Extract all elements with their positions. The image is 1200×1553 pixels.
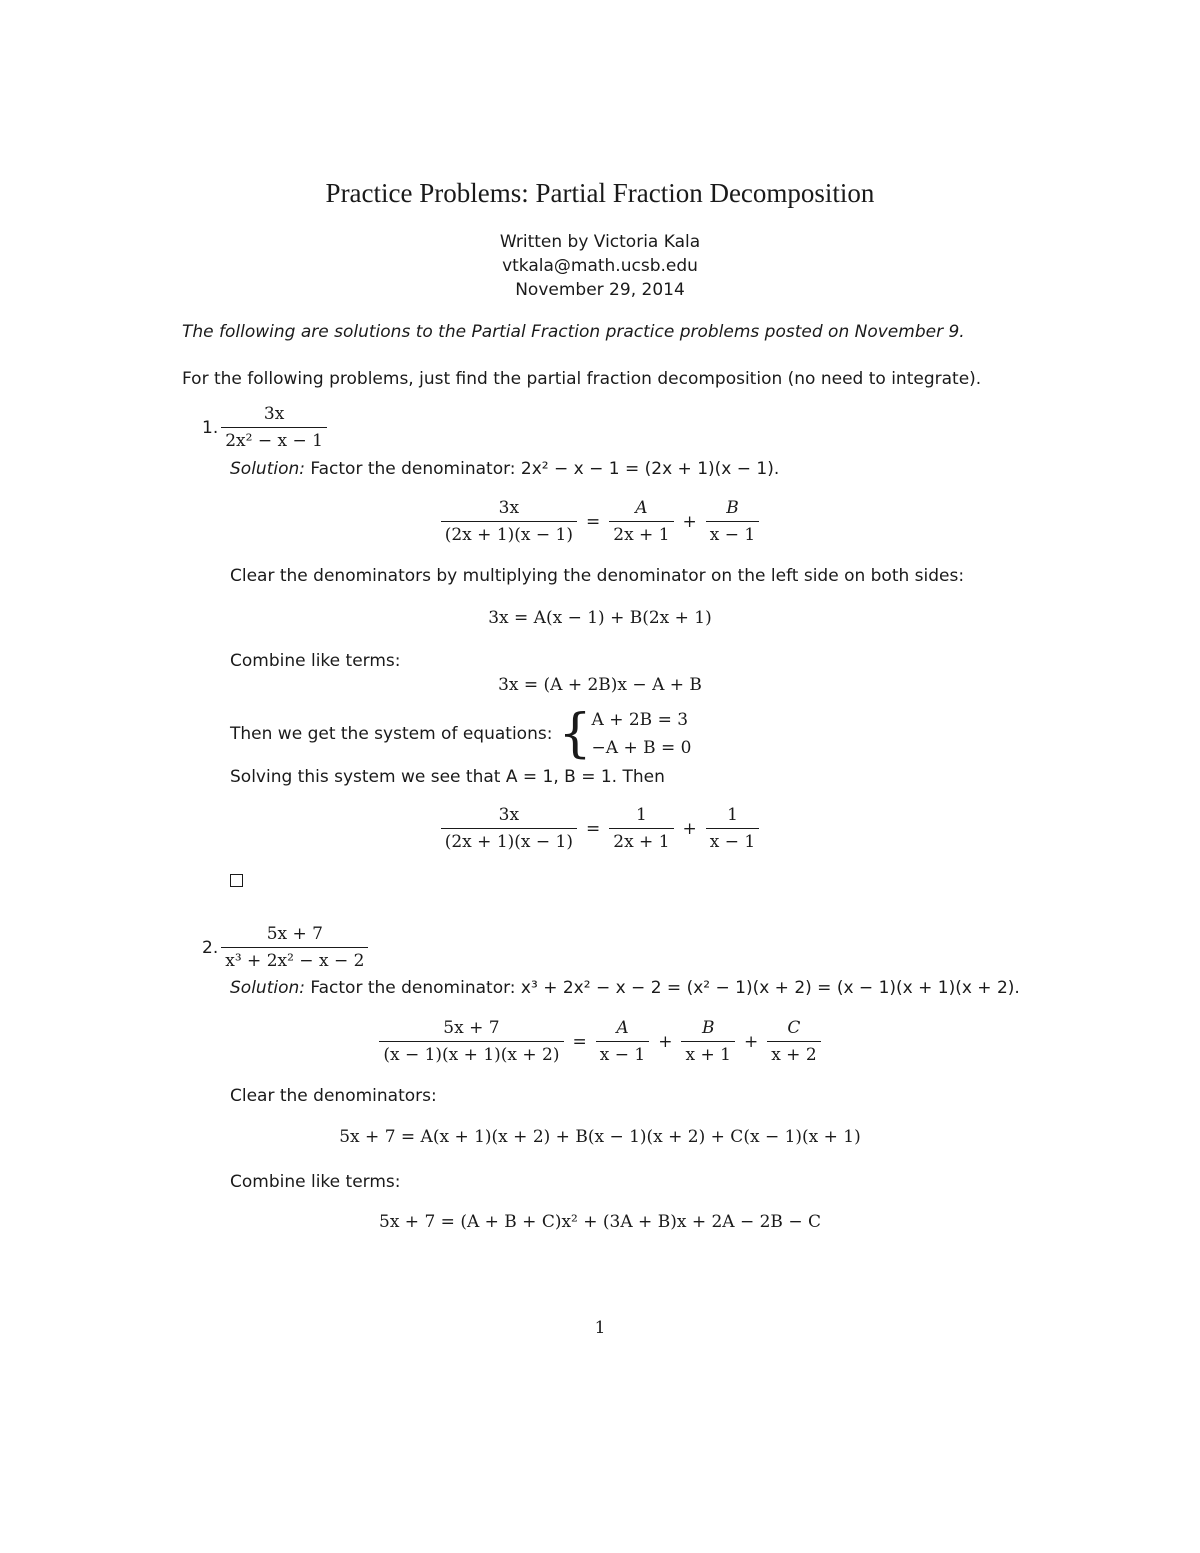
plus-sign: + (682, 818, 697, 839)
term-3-denominator: x + 2 (767, 1041, 820, 1065)
page-title: Practice Problems: Partial Fraction Decomposition (325, 178, 875, 208)
problem-1-numerator: 3x (263, 404, 285, 424)
lhs-numerator: 3x (498, 805, 520, 825)
qed-square-icon (230, 874, 243, 887)
document-date: November 29, 2014 (515, 280, 685, 300)
problem-2-clear-text: Clear the denominators: (230, 1086, 437, 1106)
lhs-numerator: 5x + 7 (443, 1018, 500, 1038)
term-2-denominator: x − 1 (706, 828, 759, 852)
problem-2-equation-1 (0, 1018, 1200, 1065)
problem-2-equation-3: 5x + 7 = (A + B + C)x² + (3A + B)x + 2A − 2B − C (379, 1212, 821, 1232)
problem-2-solution (230, 978, 1020, 998)
problem-1-expression (221, 404, 327, 451)
term-1-numerator: A (616, 1018, 629, 1038)
page-number: 1 (594, 1318, 606, 1338)
plus-sign: + (743, 1031, 759, 1052)
problem-2-numerator: 5x + 7 (266, 924, 323, 944)
problem-1-equation-3: 3x = (A + 2B)x − A + B (498, 675, 702, 695)
author-email: vtkala@math.ucsb.edu (502, 256, 698, 276)
system-equation-2: −A + B = 0 (591, 738, 692, 758)
equals-sign: = (586, 511, 601, 532)
problem-1-number: 1. (202, 417, 219, 438)
lhs-denominator: (2x + 1)(x − 1) (441, 521, 577, 545)
intro-italic-text: The following are solutions to the Partial Fraction practice problems posted on November 9. (182, 322, 965, 342)
problem-1-equation-2: 3x = A(x − 1) + B(2x + 1) (488, 608, 712, 628)
plus-sign: + (682, 511, 697, 532)
system-text: Then we get the system of equations: (230, 724, 553, 744)
term-2-numerator: B (726, 498, 739, 518)
term-2-numerator: B (701, 1018, 715, 1038)
problem-2-expression (221, 924, 368, 971)
problem-2-combine-text: Combine like terms: (230, 1172, 401, 1192)
problem-1-combine-text: Combine like terms: (230, 651, 401, 671)
term-1-numerator: A (635, 498, 648, 518)
problem-1-clear-text: Clear the denominators by multiplying the denominator on the left side on both sides: (230, 566, 965, 586)
solution-text: Factor the denominator: x³ + 2x² − x − 2 = (x² − 1)(x + 2) = (x − 1)(x + 1)(x + 2). (310, 978, 1020, 998)
problem-2-equation-2: 5x + 7 = A(x + 1)(x + 2) + B(x − 1)(x + 2) + C(x − 1)(x + 1) (339, 1127, 861, 1147)
solution-label: Solution: (230, 459, 305, 479)
author-line: Written by Victoria Kala (499, 232, 701, 252)
problem-1-equation-4 (0, 805, 1200, 852)
equals-sign: = (586, 818, 601, 839)
problem-1-solution (230, 459, 779, 479)
system-equation-1: A + 2B = 3 (591, 710, 689, 730)
lhs-denominator: (2x + 1)(x − 1) (441, 828, 577, 852)
plus-sign: + (658, 1031, 673, 1052)
problem-2-number: 2. (202, 937, 219, 958)
solution-text: Factor the denominator: 2x² − x − 1 = (2x + 1)(x − 1). (310, 459, 780, 479)
equals-sign: = (572, 1031, 587, 1052)
term-1-denominator: 2x + 1 (609, 828, 673, 852)
problem-1-statement (202, 404, 330, 451)
problem-1-denominator: 2x² − x − 1 (221, 427, 327, 451)
term-1-denominator: x − 1 (596, 1041, 649, 1065)
problem-1-equation-1 (0, 498, 1200, 545)
term-3-numerator: C (787, 1018, 801, 1038)
term-2-numerator: 1 (727, 805, 738, 825)
term-2-denominator: x − 1 (706, 521, 759, 545)
left-brace: { (558, 704, 592, 764)
lhs-denominator: (x − 1)(x + 1)(x + 2) (379, 1041, 563, 1065)
lhs-numerator: 3x (498, 498, 520, 518)
term-1-denominator: 2x + 1 (609, 521, 673, 545)
term-1-numerator: 1 (635, 805, 647, 825)
problem-1-solving-text: Solving this system we see that A = 1, B = 1. Then (230, 767, 665, 787)
problem-2-statement (202, 924, 371, 971)
intro-text: For the following problems, just find the partial fraction decomposition (no need to integrate). (182, 369, 982, 389)
solution-label: Solution: (230, 978, 305, 998)
term-2-denominator: x + 1 (681, 1041, 734, 1065)
problem-2-denominator: x³ + 2x² − x − 2 (221, 947, 368, 971)
problem-1-system (230, 706, 691, 762)
